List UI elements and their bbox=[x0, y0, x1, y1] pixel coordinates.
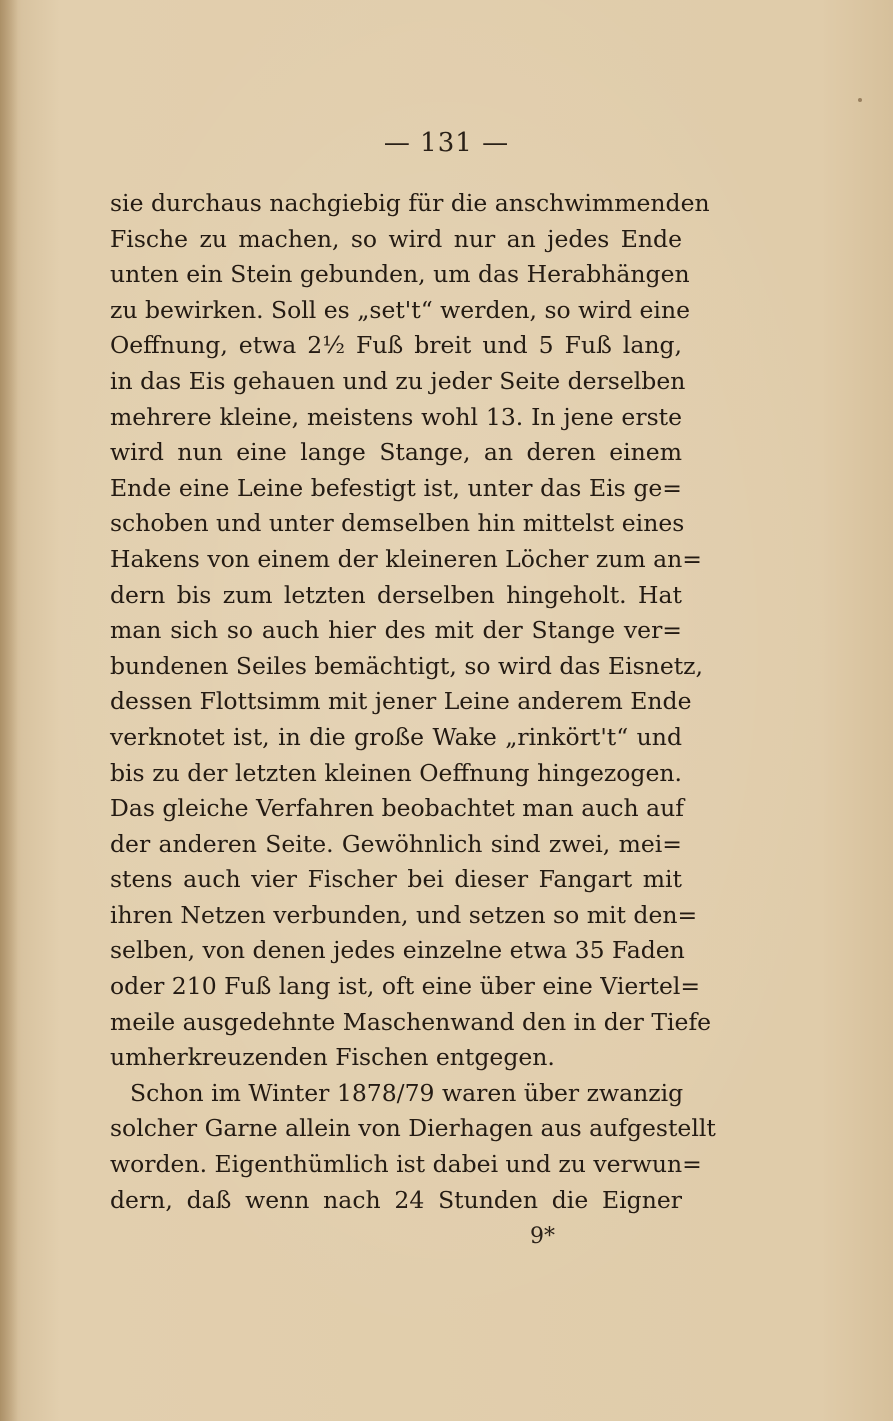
text-line: unten ein Stein gebunden, um das Herabhängen bbox=[110, 260, 690, 289]
text-line: bundenen Seiles bemächtigt, so wird das Eisnetz, bbox=[110, 651, 704, 680]
text-line: selben, von denen jedes einzelne etwa 35 Faden bbox=[110, 936, 685, 965]
text-line: bis zu der letzten kleinen Oeffnung hingezogen. bbox=[110, 758, 682, 787]
signature-mark: 9* bbox=[530, 1224, 555, 1249]
text-line: meile ausgedehnte Maschenwand den in der Tiefe bbox=[110, 1007, 712, 1036]
body-text bbox=[110, 186, 716, 1218]
text-line: stens auch vier Fischer bei dieser Fangart mit bbox=[110, 865, 682, 894]
text-line: zu bewirken. Soll es „set't“ werden, so wird eine bbox=[110, 295, 690, 324]
text-line: mehrere kleine, meistens wohl 13. In jene erste bbox=[110, 402, 682, 431]
text-line: worden. Eigenthümlich ist dabei und zu verwun= bbox=[110, 1150, 702, 1179]
text-line: dern, daß wenn nach 24 Stunden die Eigner bbox=[110, 1185, 682, 1214]
text-line: ihren Netzen verbunden, und setzen so mit den= bbox=[110, 900, 698, 929]
text-line: oder 210 Fuß lang ist, oft eine über eine Viertel= bbox=[110, 972, 701, 1001]
text-line: Das gleiche Verfahren beobachtet man auch auf bbox=[110, 794, 684, 823]
text-line: in das Eis gehauen und zu jeder Seite derselben bbox=[110, 366, 686, 395]
text-line: Oeffnung, etwa 2½ Fuß breit und 5 Fuß lang, bbox=[110, 331, 682, 360]
page-number: — 131 — bbox=[383, 128, 510, 158]
text-line: Ende eine Leine befestigt ist, unter das Eis ge= bbox=[110, 473, 682, 502]
text-line: dern bis zum letzten derselben hingeholt. Hat bbox=[110, 580, 682, 609]
paragraph-start-line: Schon im Winter 1878/79 waren über zwanzig bbox=[130, 1078, 684, 1107]
text-line: dessen Flottsimm mit jener Leine anderem Ende bbox=[110, 687, 692, 716]
paper-speck bbox=[858, 98, 862, 102]
text-line: solcher Garne allein von Dierhagen aus aufgestellt bbox=[110, 1114, 716, 1143]
text-line: Hakens von einem der kleineren Löcher zum an= bbox=[110, 544, 702, 573]
text-line: verknotet ist, in die große Wake „rinkört't“ und bbox=[110, 722, 682, 751]
paragraph-end-line: umherkreuzenden Fischen entgegen. bbox=[110, 1043, 555, 1072]
text-line: man sich so auch hier des mit der Stange ver= bbox=[110, 616, 682, 645]
binding-shadow bbox=[0, 0, 18, 1421]
text-line: wird nun eine lange Stange, an deren einem bbox=[110, 438, 682, 467]
text-line: Fische zu machen, so wird nur an jedes Ende bbox=[110, 224, 682, 253]
text-line: sie durchaus nachgiebig für die anschwimmenden bbox=[110, 189, 710, 217]
text-line: der anderen Seite. Gewöhnlich sind zwei, mei= bbox=[110, 829, 682, 858]
text-line: schoben und unter demselben hin mittelst eines bbox=[110, 509, 685, 538]
